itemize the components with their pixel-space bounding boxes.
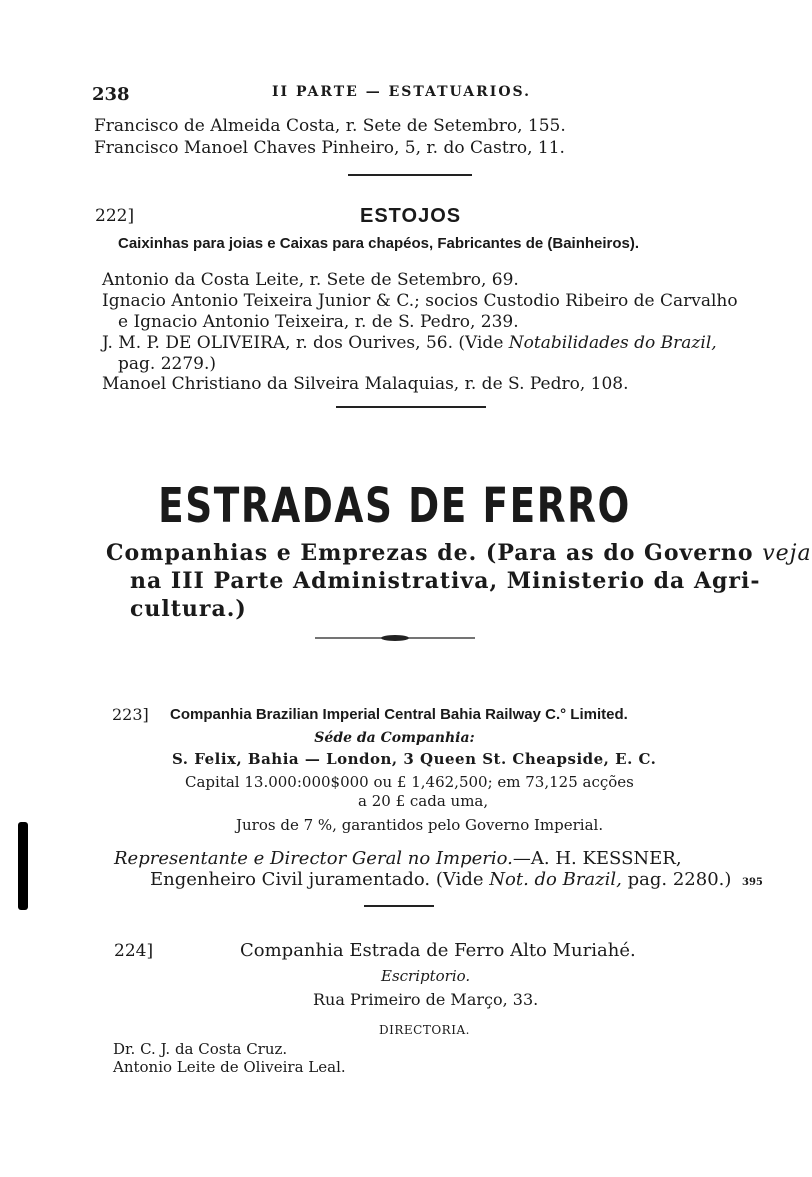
company-name: Companhia Estrada de Ferro Alto Muriahé.: [240, 940, 636, 961]
engineer-line: [150, 871, 731, 889]
ornament-divider: [315, 634, 475, 642]
intro-line: na III Parte Administrativa, Ministerio da Agri-: [130, 568, 761, 594]
margin-note: 395: [742, 877, 763, 888]
entry-number: 223]: [112, 705, 149, 724]
intro-italic: veja: [762, 541, 812, 566]
intro-line: cultura.): [130, 596, 247, 622]
list-item: Francisco Manoel Chaves Pinheiro, 5, r. do Castro, 11.: [94, 138, 565, 158]
list-item: Francisco de Almeida Costa, r. Sete de Setembro, 155.: [94, 116, 566, 136]
directoria-label: DIRECTORIA.: [379, 1023, 470, 1037]
escriptorio-label: Escriptorio.: [381, 967, 471, 985]
engineer-page: pag. 2280.): [627, 869, 732, 890]
page-number: 238: [92, 84, 130, 105]
list-item-text: J. M. P. DE OLIVEIRA, r. dos Ourives, 56. (Vide: [102, 333, 504, 353]
list-item-continuation: e Ignacio Antonio Teixeira, r. de S. Pedro, 239.: [118, 312, 519, 332]
reference-title: Not. do Brazil,: [489, 869, 622, 890]
reference-title: Notabilidades do Brazil,: [508, 333, 717, 353]
section-divider: [364, 905, 434, 907]
office-address: Rua Primeiro de Março, 33.: [313, 990, 539, 1009]
section-subtitle: Caixinhas para joias e Caixas para chapéos, Fabricantes de (Bainheiros).: [118, 235, 640, 252]
list-item-continuation: pag. 2279.): [118, 354, 217, 374]
list-item: Ignacio Antonio Teixeira Junior & C.; socios Custodio Ribeiro de Carvalho: [102, 291, 738, 311]
representante-title: Representante e Director Geral no Imperio.: [114, 848, 513, 869]
sede-address: S. Felix, Bahia — London, 3 Queen St. Cheapside, E. C.: [172, 750, 657, 768]
running-title: II PARTE — ESTATUARIOS.: [272, 84, 532, 100]
company-name: Companhia Brazilian Imperial Central Bahia Railway C.° Limited.: [170, 706, 628, 723]
representante: [114, 850, 682, 868]
director-item: Dr. C. J. da Costa Cruz.: [113, 1040, 288, 1058]
section-divider: [336, 406, 486, 408]
intro-text: Companhias e Emprezas de. (Para as do Governo: [106, 540, 754, 566]
representante-name: —A. H. KESSNER,: [512, 848, 682, 869]
engineer-text: Engenheiro Civil juramentado. (Vide: [150, 869, 484, 890]
capital-line: Capital 13.000:000$000 ou £ 1,462,500; em 73,125 acções: [185, 773, 634, 791]
sede-label: Séde da Companhia:: [314, 730, 475, 746]
intro-line: [106, 542, 812, 565]
section-title-estradas: ESTRADAS DE FERRO: [158, 478, 631, 534]
section-divider: [348, 174, 472, 176]
list-item: Antonio da Costa Leite, r. Sete de Setembro, 69.: [102, 270, 519, 290]
juros-line: Juros de 7 %, garantidos pelo Governo Imperial.: [236, 816, 604, 834]
shares-line: a 20 £ cada uma,: [358, 792, 489, 810]
entry-number: 222]: [95, 206, 135, 226]
binding-edge: [18, 822, 28, 910]
entry-number: 224]: [114, 941, 154, 961]
director-item: Antonio Leite de Oliveira Leal.: [113, 1058, 346, 1076]
section-title-estojos: ESTOJOS: [360, 205, 462, 227]
list-item: Manoel Christiano da Silveira Malaquias, r. de S. Pedro, 108.: [102, 374, 629, 394]
list-item: [102, 335, 717, 352]
